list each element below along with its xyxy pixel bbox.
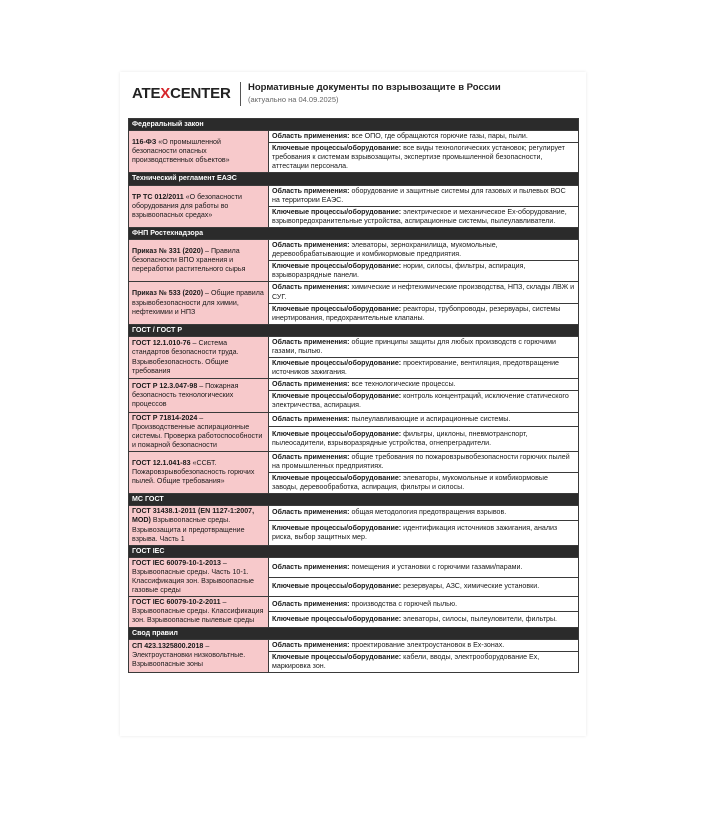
document-row (129, 282, 579, 303)
document-name-cell (129, 597, 269, 627)
scope-text: химические и нефтехимические производства, НПЗ, склады ЛВЖ и СУГ. (272, 283, 575, 301)
scope-label: Область применения: (272, 562, 350, 571)
regulations-table (128, 118, 579, 673)
document-name-cell (129, 185, 269, 227)
scope-cell (269, 412, 579, 426)
document-row (129, 639, 579, 651)
section-header-row (129, 324, 579, 336)
scope-cell (269, 451, 579, 472)
document-header (130, 78, 576, 110)
document-name: – Взрывоопасные среды. Классификация зон. Взрывоопасные пылевые среды (132, 598, 264, 625)
scope-label: Область применения: (272, 241, 350, 250)
document-row (129, 336, 579, 357)
processes-text: элеваторы, силосы, пылеуловители, фильтры. (401, 614, 558, 623)
scope-label: Область применения: (272, 414, 350, 423)
document-name-cell (129, 131, 269, 173)
document-row (129, 185, 579, 206)
document-code: СП 423.1325800.2018 (132, 642, 204, 651)
section-header-row (129, 494, 579, 506)
document-name-cell (129, 557, 269, 596)
section-title: Федеральный закон (129, 119, 579, 131)
document-name-cell (129, 639, 269, 672)
scope-label: Область применения: (272, 132, 350, 141)
document-name: – Производственные аспирационные системы. Проверка работоспособности и пожарной безопасности (132, 413, 263, 449)
document-name: – Система стандартов безопасности труда. Взрывобезопасность. Общие требования (132, 339, 239, 375)
logo-text-right: CENTER (170, 85, 231, 102)
section-header-row (129, 627, 579, 639)
document-name: – Взрывоопасные среды. Часть 10-1. Классификация зон. Взрывоопасные газовые среды (132, 558, 254, 595)
document-row (129, 557, 579, 577)
scope-text: пылеулавливающие и аспирационные системы. (349, 414, 511, 423)
processes-label: Ключевые процессы/оборудование: (272, 474, 402, 483)
processes-label: Ключевые процессы/оборудование: (272, 207, 402, 216)
processes-cell (269, 206, 579, 227)
processes-cell (269, 303, 579, 324)
document-name-cell (129, 412, 269, 451)
document-code: ГОСТ 12.1.010-76 (132, 339, 191, 348)
scope-label: Область применения: (272, 337, 350, 346)
scope-text: все ОПО, где обращаются горючие газы, пары, пыли. (349, 132, 528, 141)
section-header-row (129, 173, 579, 185)
scope-text: производства с горючей пылью. (349, 599, 458, 608)
section-title: Свод правил (129, 627, 579, 639)
scope-label: Область применения: (272, 640, 350, 649)
processes-label: Ключевые процессы/оборудование: (272, 304, 402, 313)
section-title: ГОСТ IEC (129, 545, 579, 557)
processes-label: Ключевые процессы/оборудование: (272, 262, 402, 271)
document-name-cell (129, 451, 269, 493)
document-row (129, 240, 579, 261)
header-divider (240, 82, 241, 106)
processes-label: Ключевые процессы/оборудование: (272, 144, 402, 153)
scope-cell (269, 336, 579, 357)
scope-cell (269, 379, 579, 391)
document-code: ГОСТ 31438.1-2011 (EN 1127-1:2007, MOD) (132, 507, 255, 525)
processes-cell (269, 261, 579, 282)
processes-label: Ключевые процессы/оборудование: (272, 523, 402, 532)
regulations-table-body (129, 119, 579, 673)
scope-text: элеваторы, зернохранилища, мукомольные, деревообрабатывающие и комбикормовые предприятия. (272, 241, 498, 259)
processes-cell (269, 358, 579, 379)
document-name: – Общие правила взрывобезопасности для химии, нефтехимии и НПЗ (132, 289, 264, 316)
processes-text: электрическое и механическое Ex-оборудование, взрывопредохранительные устройства, аспирационные системы, пылеулавливатели. (272, 207, 567, 225)
section-header-row (129, 227, 579, 239)
section-title: ФНП Ростехнадзора (129, 227, 579, 239)
document-name-cell (129, 379, 269, 412)
document-name: – Электроустановки низковольтные. Взрывоопасные зоны (132, 642, 246, 669)
document-name: – Пожарная безопасность технологических процессов (132, 381, 239, 408)
scope-label: Область применения: (272, 599, 350, 608)
document-code: 116-ФЗ (132, 138, 157, 147)
scope-cell (269, 639, 579, 651)
document-code: ГОСТ Р 71814-2024 (132, 413, 198, 422)
document-row (129, 597, 579, 612)
document-code: ГОСТ Р 12.3.047-98 (132, 381, 198, 390)
scope-label: Область применения: (272, 508, 350, 517)
document-code: Приказ № 331 (2020) (132, 247, 204, 256)
processes-text: фильтры, циклоны, пневмотранспорт, пылеосадители, взрыворазрядные устройства, огнепреградители. (272, 429, 528, 447)
document-name: «О безопасности оборудования для работы во взрывоопасных средах» (132, 192, 242, 219)
document-name-cell (129, 240, 269, 282)
processes-cell (269, 577, 579, 597)
processes-text: резервуары, АЗС, химические установки. (401, 582, 540, 591)
processes-text: нории, силосы, фильтры, аспирация, взрыворазрядные панели. (272, 262, 526, 280)
processes-text: контроль концентраций, исключение статического электричества, аспирация. (272, 392, 569, 410)
document-row (129, 451, 579, 472)
scope-cell (269, 506, 579, 520)
scope-cell (269, 282, 579, 303)
document-row (129, 506, 579, 520)
document-name-cell (129, 336, 269, 378)
processes-label: Ключевые процессы/оборудование: (272, 392, 402, 401)
document-code: ГОСТ IEC 60079-10-2-2011 (132, 598, 221, 607)
section-header-row (129, 545, 579, 557)
document-page (120, 72, 586, 736)
processes-label: Ключевые процессы/оборудование: (272, 359, 402, 368)
document-code: Приказ № 533 (2020) (132, 289, 204, 298)
processes-text: проектирование, вентиляция, предотвращение источников зажигания. (272, 359, 559, 377)
scope-label: Область применения: (272, 186, 350, 195)
document-code: ТР ТС 012/2011 (132, 192, 184, 201)
processes-label: Ключевые процессы/оборудование: (272, 582, 402, 591)
logo-x-mark: X (160, 85, 171, 102)
processes-cell (269, 520, 579, 545)
document-title: Нормативные документы по взрывозащите в России (248, 82, 501, 93)
scope-text: проектирование электроустановок в Ex-зонах. (349, 640, 505, 649)
section-header-row (129, 119, 579, 131)
document-row (129, 131, 579, 143)
document-code: ГОСТ IEC 60079-10-1-2013 (132, 558, 221, 567)
processes-cell (269, 426, 579, 451)
section-title: ГОСТ / ГОСТ Р (129, 324, 579, 336)
document-row (129, 412, 579, 426)
processes-label: Ключевые процессы/оборудование: (272, 429, 402, 438)
processes-label: Ключевые процессы/оборудование: (272, 614, 402, 623)
processes-cell (269, 391, 579, 412)
document-name: – Правила безопасности ВПО хранения и переработки растительного сырья (132, 247, 246, 274)
document-date: (актуально на 04.09.2025) (248, 95, 339, 104)
processes-text: реакторы, трубопроводы, резервуары, системы инертирования, предохранительные клапаны. (272, 304, 561, 322)
processes-cell (269, 473, 579, 494)
scope-cell (269, 597, 579, 612)
processes-text: идентификация источников зажигания, анализ риска, выбор защитных мер. (272, 523, 558, 541)
scope-cell (269, 131, 579, 143)
scope-label: Область применения: (272, 380, 350, 389)
scope-cell (269, 240, 579, 261)
processes-cell (269, 651, 579, 672)
section-title: МС ГОСТ (129, 494, 579, 506)
scope-text: оборудование и защитные системы для газовых и пылевых ВОС на территории ЕАЭС. (272, 186, 566, 204)
document-name: Взрывоопасные среды. Взрывозащита и предотвращение взрыва. Часть 1 (132, 516, 245, 543)
scope-text: общие принципы защиты для любых производств с горючими газами, пылью. (272, 337, 556, 355)
scope-text: общая методология предотвращения взрывов. (349, 508, 507, 517)
scope-label: Область применения: (272, 452, 350, 461)
scope-label: Область применения: (272, 283, 350, 292)
document-name: «ССБТ. Пожаровзрывобезопасность горючих пылей. Общие требования» (132, 458, 255, 486)
processes-label: Ключевые процессы/оборудование: (272, 652, 402, 661)
scope-text: общие требования по пожаровзрывобезопасности горючих пылей на промышленных предприятиях. (272, 452, 570, 470)
processes-cell (269, 612, 579, 627)
logo-text-left: ATE (132, 85, 161, 102)
scope-cell (269, 557, 579, 577)
atexcenter-logo (132, 85, 231, 102)
scope-text: все технологические процессы. (349, 380, 456, 389)
document-name: «О промышленной безопасности опасных производственных объектов» (132, 138, 230, 165)
scope-text: помещения и установки с горючими газами/парами. (349, 562, 523, 571)
processes-cell (269, 143, 579, 173)
processes-text: кабели, вводы, электрооборудование Ex, маркировка зон. (272, 652, 540, 670)
document-row (129, 379, 579, 391)
document-code: ГОСТ 12.1.041-83 (132, 458, 191, 467)
processes-text: все виды технологических установок; регулирует требования к системам взрывозащиты, экспертизе промышленной безопасности, аттестации персонала. (272, 144, 565, 171)
scope-cell (269, 185, 579, 206)
section-title: Технический регламент ЕАЭС (129, 173, 579, 185)
document-name-cell (129, 282, 269, 324)
document-name-cell (129, 506, 269, 545)
processes-text: элеваторы, мукомольные и комбикормовые заводы, деревообработка, аспирация, фильтры и силосы. (272, 474, 548, 492)
